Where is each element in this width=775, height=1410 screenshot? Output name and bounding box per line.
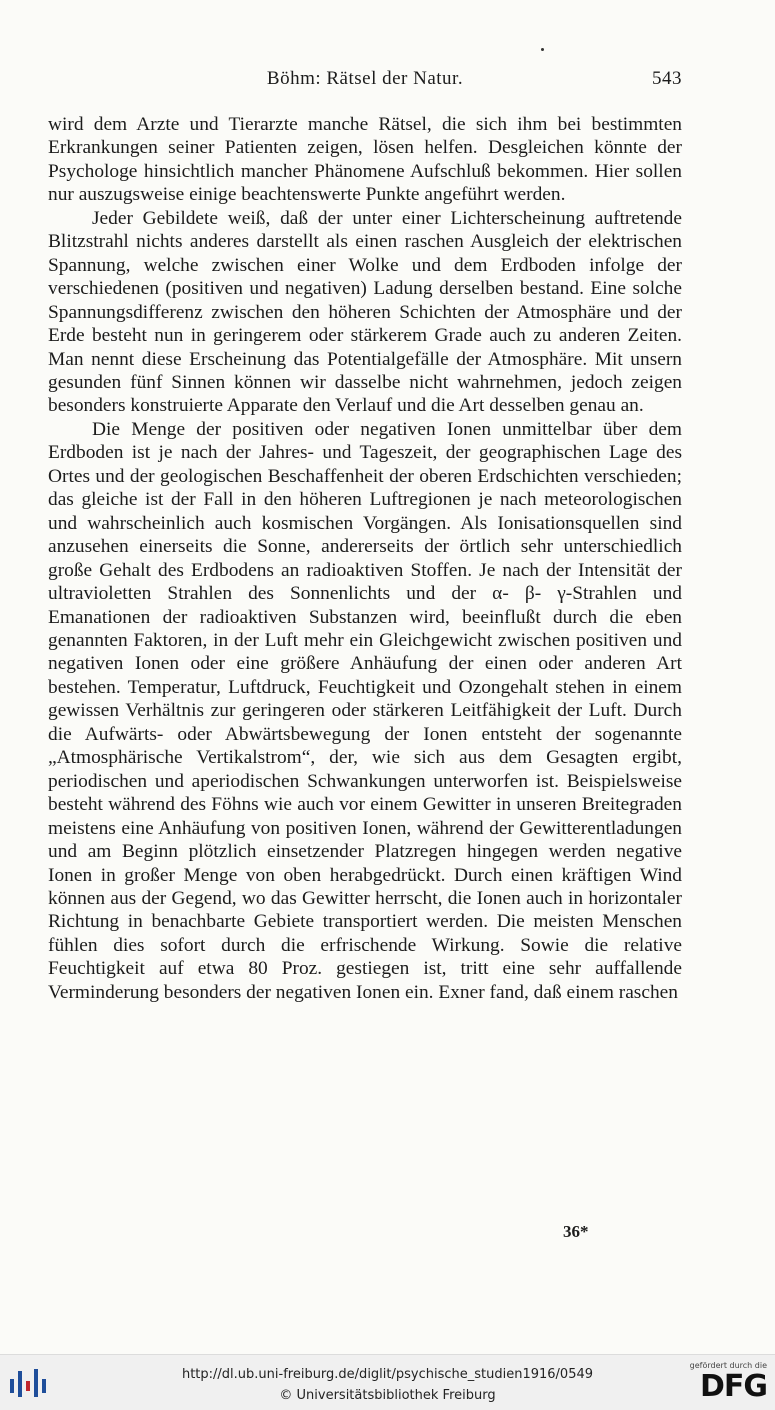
viewer-footer xyxy=(0,1354,775,1410)
paragraph-1: wird dem Arzte und Tierarzte manche Rätsel, die sich ihm bei bestimmten Erkrankungen seiner Patienten zeigen, lösen helfen. Desgleichen könnte der Psychologe hinsichtlich mancher Phänomene Aufschluß bekommen. Hier sollen nur auszugsweise einige beachtenswerte Punkte angeführt werden. xyxy=(48,114,682,206)
document-url[interactable]: http://dl.ub.uni-freiburg.de/diglit/psychische_studien1916/0549 xyxy=(181,1367,594,1382)
dfg-wordmark: DFG xyxy=(699,1369,767,1404)
page-number: 543 xyxy=(652,68,682,89)
dfg-caption: gefördert durch die xyxy=(689,1361,767,1370)
scan-speck xyxy=(541,48,544,51)
dfg-logo xyxy=(681,1361,767,1407)
signature-mark: 36* xyxy=(563,1222,589,1241)
running-title: Böhm: Rätsel der Natur. xyxy=(266,68,464,89)
body-text xyxy=(48,113,682,1004)
running-header xyxy=(48,68,682,94)
paragraph-2: Jeder Gebildete weiß, daß der unter einer Lichterscheinung auftretende Blitzstrahl nichts anderes darstellt als einen raschen Ausgleich der elektrischen Spannung, welche zwischen einer Wolke und dem Erdboden infolge der verschiedenen (positiven und negativen) Ladung derselben bestand. Eine solche Spannungsdifferenz zwischen den höheren Schichten der Atmosphäre und der Erde besteht nun in geringerem oder stärkerem Grade auch zu anderen Zeiten. Man nennt diese Erscheinung das Potentialgefälle der Atmosphäre. Mit unsern gesunden fünf Sinnen können wir dasselbe nicht wahrnehmen, jedoch zeigen besonders konstruierte Apparate den Verlauf und die Art desselben genau an. xyxy=(48,207,682,417)
copyright-notice: © Universitätsbibliothek Freiburg xyxy=(279,1388,496,1403)
paragraph-3: Die Menge der positiven oder negativen Ionen unmittelbar über dem Erdboden ist je nach der Jahres- und Tageszeit, der geographischen Lage des Ortes und der geologischen Beschaffenheit der oberen Erdschichten verschieden; das gleiche ist der Fall in den höheren Luftregionen je nach meteorologischen und wahrscheinlich auch kosmischen Vorgängen. Als Ionisationsquellen sind anzusehen einerseits die Sonne, andererseits der örtlich sehr unterschiedlich große Gehalt des Erdbodens an radioaktiven Stoffen. Je nach der Intensität der ultravioletten Strahlen des Sonnenlichts und der α- β- γ-Strahlen und Emanationen der radioaktiven Substanzen wird, beeinflußt durch die eben genannten Faktoren, in der Luft mehr ein Gleichgewicht zwischen positiven und negativen Ionen oder eine größere Anhäufung der einen oder anderen Art bestehen. Temperatur, Luftdruck, Feuchtigkeit und Ozongehalt stehen in einem gewissen Verhältnis zur geringeren oder stärkeren Leitfähigkeit der Luft. Durch die Aufwärts- oder Abwärtsbewegung der Ionen entsteht der sogenannte „Atmosphärische Vertikalstrom“, der, wie sich aus dem Gesagten ergibt, periodischen und aperiodischen Schwankungen unterworfen ist. Beispielsweise besteht während des Föhns wie auch vor einem Gewitter in unseren Breitegraden meistens eine Anhäufung von positiven Ionen, während der Gewitterentladungen und am Beginn plötzlich einsetzender Platzregen hingegen werden negative Ionen in großer Menge von oben herabgedrückt. Durch einen kräftigen Wind können aus der Gegend, wo das Gewitter herrscht, die Ionen auch in horizontaler Richtung in benachbarte Gebiete transportiert werden. Die meisten Menschen fühlen dies sofort durch die erfrischende Wirkung. Sowie die relative Feuchtigkeit auf etwa 80 Proz. gestiegen ist, tritt eine sehr auffallende Verminderung besonders der negativen Ionen ein. Exner fand, daß einem raschen xyxy=(48,418,682,1003)
